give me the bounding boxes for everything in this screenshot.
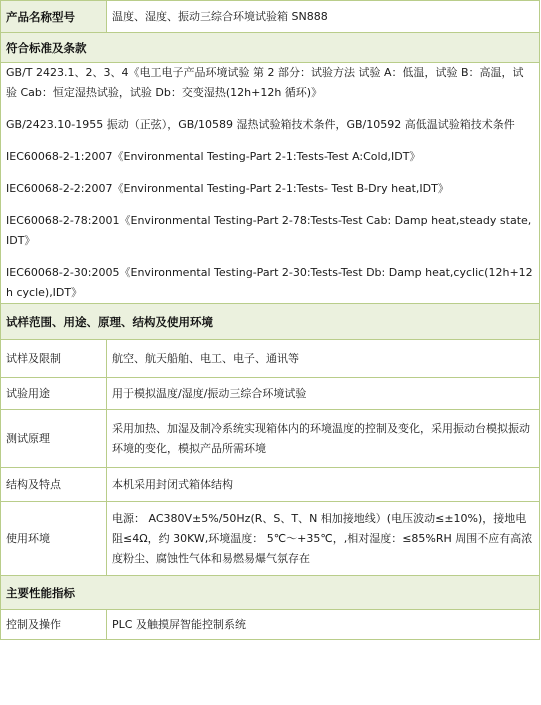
- product-row: [1, 1, 540, 33]
- standards-list: [1, 63, 540, 304]
- scope-row-value: 采用加热、加湿及制冷系统实现箱体内的环境温度的控制及变化，采用振动台模拟振动环境的变化，模拟产品所需环境: [107, 410, 540, 468]
- performance-heading-row: [1, 576, 540, 610]
- standard-item: IEC60068-2-1:2007《Environmental Testing-Part 2-1:Tests-Test A:Cold,IDT》: [6, 150, 421, 163]
- standard-item: IEC60068-2-30:2005《Environmental Testing-Part 2-30:Tests-Test Db: Damp heat,cyclic(12h+12h cycle),IDT》: [6, 266, 533, 299]
- scope-row: [1, 502, 540, 576]
- scope-row-label: 测试原理: [1, 410, 107, 468]
- scope-row: [1, 340, 540, 378]
- scope-row-value: 电源： AC380V±5%/50Hz(R、S、T、N 相加接地线）(电压波动≤±10%)，接地电阻≤4Ω，约 30KW,环境温度： 5℃～+35℃，,相对湿度：≤85%RH 周围不应有高浓度粉尘、腐蚀性气体和易燃易爆气氛存在: [107, 502, 540, 576]
- scope-row-value: 航空、航天船舶、电工、电子、通讯等: [107, 340, 540, 378]
- scope-row: [1, 410, 540, 468]
- product-name-value: 温度、湿度、振动三综合环境试验箱 SN888: [107, 1, 540, 33]
- scope-row-label: 试验用途: [1, 378, 107, 410]
- standard-item: GB/T 2423.1、2、3、4《电工电子产品环境试验 第 2 部分：试验方法 试验 A：低温，试验 B：高温，试验 Cab：恒定湿热试验，试验 Db：交变湿热(12h+12h 循环)》: [6, 66, 524, 99]
- scope-row-value: 本机采用封闭式箱体结构: [107, 468, 540, 502]
- scope-row-label: 试样及限制: [1, 340, 107, 378]
- standards-heading: 符合标准及条款: [1, 33, 540, 63]
- performance-row-label: 控制及操作: [1, 610, 107, 640]
- performance-heading: 主要性能指标: [1, 576, 540, 610]
- scope-row: [1, 378, 540, 410]
- standard-item: IEC60068-2-2:2007《Environmental Testing-Part 2-1:Tests- Test B-Dry heat,IDT》: [6, 182, 449, 195]
- performance-row: [1, 610, 540, 640]
- product-name-label: 产品名称型号: [1, 1, 107, 33]
- standards-heading-row: [1, 33, 540, 63]
- scope-row-value: 用于模拟温度/湿度/振动三综合环境试验: [107, 378, 540, 410]
- scope-row-label: 使用环境: [1, 502, 107, 576]
- scope-row-label: 结构及特点: [1, 468, 107, 502]
- scope-heading-row: [1, 304, 540, 340]
- scope-heading: 试样范围、用途、原理、结构及使用环境: [1, 304, 540, 340]
- standards-list-row: [1, 63, 540, 304]
- performance-row-value: PLC 及触摸屏智能控制系统: [107, 610, 540, 640]
- standard-item: IEC60068-2-78:2001《Environmental Testing-Part 2-78:Tests-Test Cab: Damp heat,steady state,IDT》: [6, 214, 532, 247]
- standard-item: GB/2423.10-1955 振动（正弦），GB/10589 湿热试验箱技术条件，GB/10592 高低温试验箱技术条件: [6, 118, 515, 131]
- scope-row: [1, 468, 540, 502]
